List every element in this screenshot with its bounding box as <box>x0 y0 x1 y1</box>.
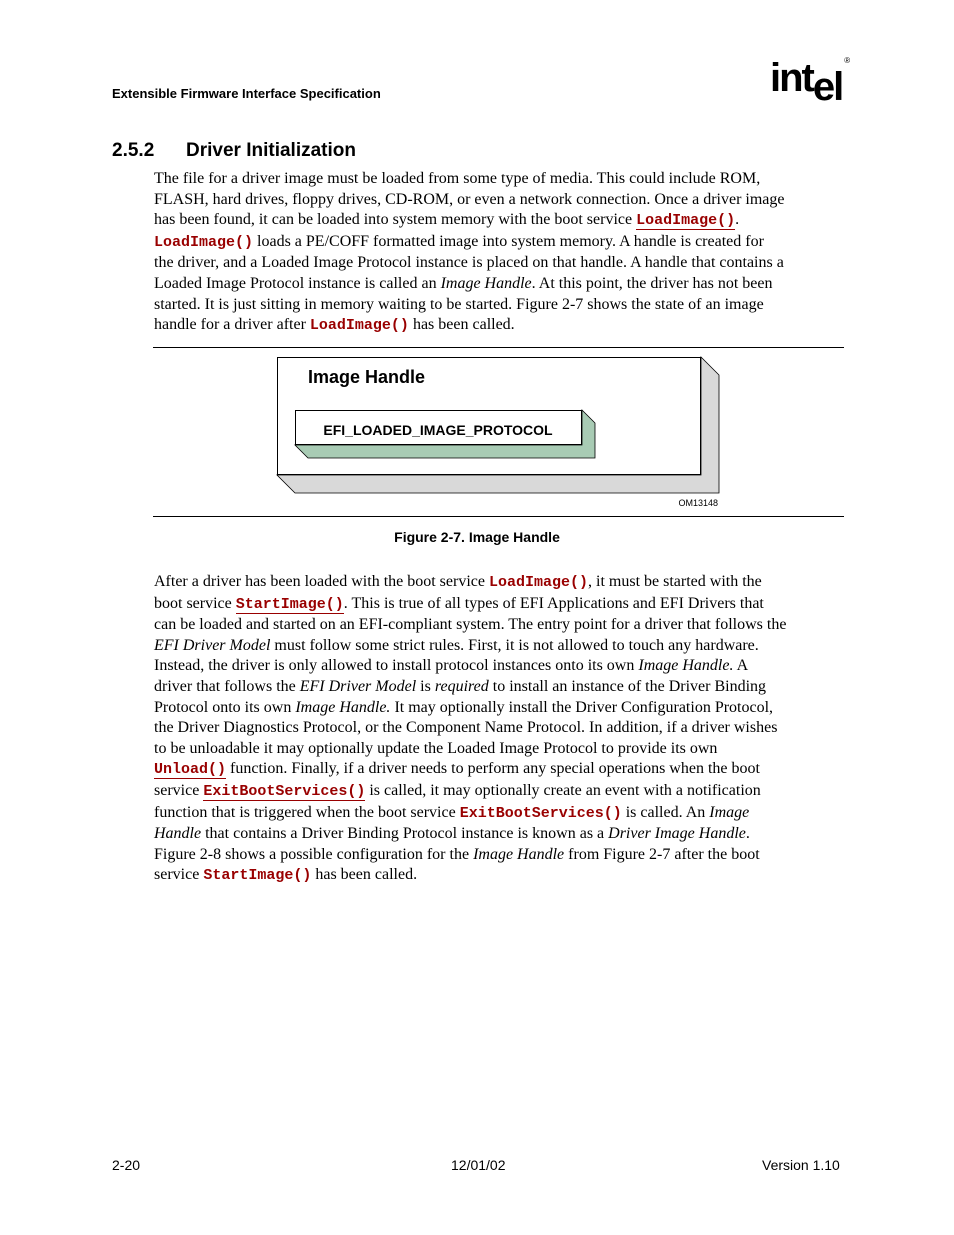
code-term: LoadImage() <box>154 233 254 251</box>
italic-term: Image Handle <box>440 274 532 292</box>
text-run: service <box>154 866 204 884</box>
figure-caption: Figure 2-7. Image Handle <box>394 529 560 545</box>
text-run: is <box>416 677 435 695</box>
figure-top-rule <box>153 347 844 348</box>
text-run: Loaded Image Protocol instance is called an <box>154 274 441 292</box>
handle-label: Image Handle <box>308 367 426 387</box>
text-line: can be loaded and started on an EFI-compliant system. The entry point for a driver that follows the <box>154 616 787 634</box>
text-run: driver that follows the <box>154 677 300 695</box>
text-run: handle for a driver after <box>154 316 310 334</box>
text-run: has been found, it can be loaded into system memory with the boot service <box>154 211 637 229</box>
logo-mark: el <box>812 65 843 109</box>
text-line: The file for a driver image must be loaded from some type of media. This could include ROM, <box>154 170 761 187</box>
text-run: function. Finally, if a driver needs to perform any special operations when the boot <box>226 760 760 778</box>
text-run: service <box>154 781 204 799</box>
text-run: is called, it may optionally create an event with a notification <box>365 781 761 799</box>
text-run: . <box>745 825 750 843</box>
code-term: ExitBootServices() <box>459 804 622 822</box>
figure-bottom-rule <box>153 516 844 517</box>
startimage-link[interactable]: StartImage() <box>235 595 344 613</box>
text-line <box>154 781 844 803</box>
loadimage-link[interactable]: LoadImage() <box>636 212 736 230</box>
text-line: the Driver Diagnostics Protocol, or the Component Name Protocol. In addition, if a driver wishes <box>154 719 778 737</box>
running-header: Extensible Firmware Interface Specification <box>112 86 381 101</box>
text-run: It may optionally install the Driver Configuration Protocol, <box>390 698 774 716</box>
paragraph <box>154 572 844 887</box>
text-run: A <box>733 657 749 675</box>
text-line <box>154 698 844 719</box>
italic-term: Image Handle <box>473 845 565 863</box>
italic-term: EFI Driver Model <box>299 677 417 695</box>
text-run: . This is true of all types of EFI Applications and EFI Drivers that <box>343 594 764 612</box>
text-line: the driver, and a Loaded Image Protocol instance is placed on that handle. A handle that contains a <box>154 254 784 272</box>
text-line <box>154 759 844 781</box>
text-line <box>154 824 844 845</box>
italic-term: Image <box>709 803 750 821</box>
text-run: loads a PE/COFF formatted image into system memory. A handle is created for <box>253 232 764 250</box>
section-title: Driver Initialization <box>186 140 356 161</box>
text-run: . At this point, the driver has not been <box>531 274 773 292</box>
text-run: has been called. <box>408 316 515 334</box>
text-line <box>154 677 844 698</box>
text-line <box>154 865 844 887</box>
text-run: is called. An <box>621 803 710 821</box>
italic-term: Image Handle. <box>295 698 391 716</box>
exitbootservices-link[interactable]: ExitBootServices() <box>203 782 366 800</box>
page-number: 2-20 <box>112 1157 141 1173</box>
text-run: boot service <box>154 594 236 612</box>
protocol-label: EFI_LOADED_IMAGE_PROTOCOL <box>323 422 553 438</box>
image-handle-figure <box>277 357 721 508</box>
text-run: Figure 2-8 shows a possible configuration for the <box>154 845 474 863</box>
footer-version: Version 1.10 <box>762 1157 840 1173</box>
text-line <box>154 232 844 254</box>
logo-registered: ® <box>844 56 851 65</box>
code-term: LoadImage() <box>488 574 589 591</box>
text-line <box>154 572 844 594</box>
text-line <box>154 210 844 232</box>
section-heading <box>112 140 356 162</box>
text-run: . <box>735 211 740 229</box>
italic-term: Driver Image Handle <box>608 825 746 843</box>
text-line <box>154 636 844 657</box>
footer-date: 12/01/02 <box>451 1157 506 1173</box>
paragraph <box>154 169 844 337</box>
text-line <box>154 274 844 295</box>
logo-text: int <box>770 56 813 100</box>
text-line: FLASH, hard drives, floppy drives, CD-ROM, or even a network connection. Once a driver image <box>154 190 785 208</box>
text-run: function that is triggered when the boot service <box>154 803 460 821</box>
unload-link[interactable]: Unload() <box>154 761 227 779</box>
text-run: that contains a Driver Binding Protocol instance is known as a <box>201 825 609 843</box>
italic-term: EFI Driver Model <box>154 636 271 654</box>
italic-term: Handle <box>154 825 202 843</box>
text-run: has been called. <box>311 866 418 884</box>
text-line <box>154 803 844 825</box>
text-line <box>154 594 844 616</box>
text-line <box>154 656 844 677</box>
text-run: must follow some strict rules. First, it is not allowed to touch any hardware. <box>270 636 759 654</box>
text-line: to be unloadable it may optionally update the Loaded Image Protocol to provide its own <box>154 739 718 757</box>
text-run: from Figure 2-7 after the boot <box>564 845 760 863</box>
italic-term: required <box>434 677 489 695</box>
text-line: started. It is just sitting in memory waiting to be started. Figure 2-7 shows the state of an image <box>154 295 764 313</box>
text-run: to install an instance of the Driver Binding <box>488 677 767 695</box>
text-run: , it must be started with the <box>588 573 762 590</box>
code-term: StartImage() <box>203 867 312 885</box>
text-line <box>154 845 844 866</box>
text-line <box>154 315 844 337</box>
text-run: Protocol onto its own <box>154 698 296 716</box>
text-run: Instead, the driver is only allowed to install protocol instances onto its own <box>154 657 639 675</box>
figure-id: OM13148 <box>678 498 718 508</box>
code-term: LoadImage() <box>309 317 409 335</box>
text-run: After a driver has been loaded with the boot service <box>154 573 489 590</box>
section-number: 2.5.2 <box>112 140 155 161</box>
intel-logo <box>770 56 851 109</box>
italic-term: Image Handle. <box>638 657 734 675</box>
